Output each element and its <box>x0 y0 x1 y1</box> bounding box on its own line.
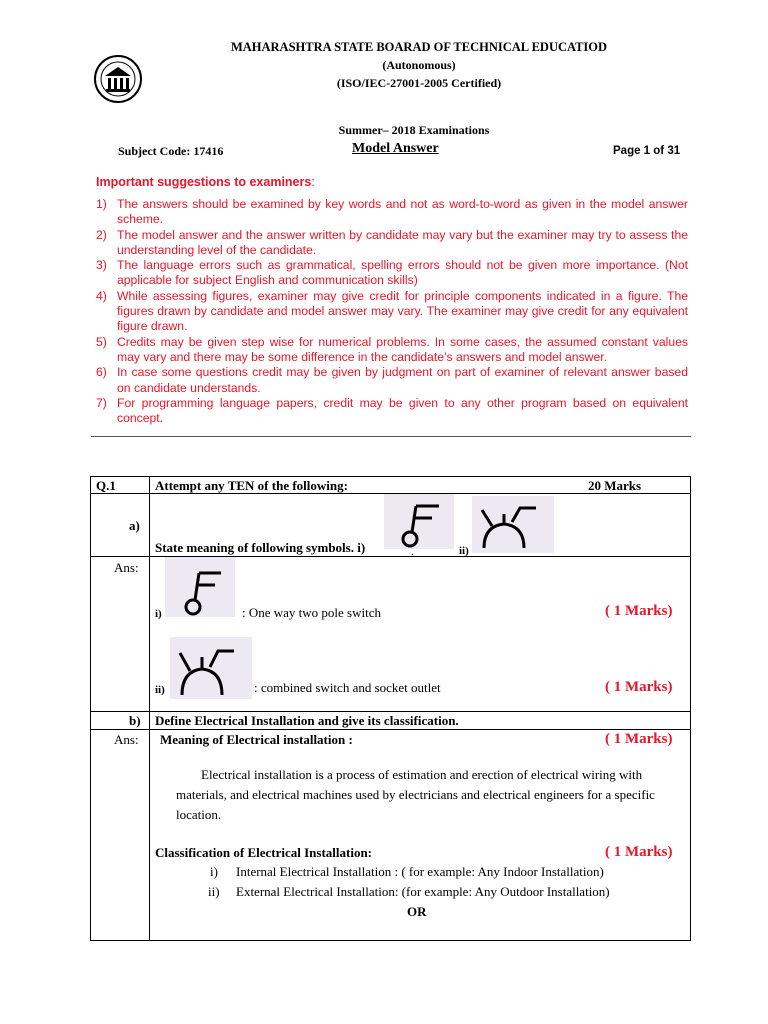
suggestion-text: The language errors such as grammatical, spelling errors should not be given more importance. (Not applicable for subject English and communication skills) <box>117 258 688 288</box>
suggestion-number: 2) <box>96 227 107 242</box>
answer-label: Ans: <box>114 560 139 575</box>
answer-ii-text: : combined switch and socket outlet <box>254 680 441 695</box>
suggestion-item <box>96 258 688 289</box>
table-row-divider <box>90 729 691 730</box>
page-number: Page 1 of 31 <box>613 145 681 157</box>
certification-label: (ISO/IEC-27001-2005 Certified) <box>336 76 502 90</box>
autonomous-label: (Autonomous) <box>382 58 456 72</box>
table-column-divider <box>149 476 150 941</box>
suggestion-item <box>96 197 688 228</box>
switch-symbol-icon <box>384 494 454 549</box>
suggestions-list <box>96 197 688 426</box>
subquestion-b-label: b) <box>129 713 141 728</box>
classification-i-number: i) <box>210 864 218 879</box>
suggestion-item <box>96 365 688 396</box>
suggestion-text: For programming language papers, credit may be given to any other program based on equivalent concept. <box>117 395 688 426</box>
suggestions-title-colon: : <box>311 175 315 189</box>
classification-ii-text: External Electrical Installation: (for example: Any Outdoor Installation) <box>236 884 610 899</box>
organization-name: MAHARASHTRA STATE BOARAD OF TECHNICAL EDUCATIOD <box>230 40 608 54</box>
suggestion-item <box>96 396 688 427</box>
suggestion-text: The model answer and the answer written by candidate may vary but the examiner may try to assess the understanding level of the candidate. <box>117 227 688 257</box>
symbol-dot: . <box>411 547 414 558</box>
suggestion-number: 5) <box>96 334 107 349</box>
symbol-ii-label: ii) <box>459 545 469 557</box>
socket-symbol-icon <box>170 637 252 699</box>
question-number: Q.1 <box>96 478 116 493</box>
suggestion-number: 6) <box>96 365 107 380</box>
table-row-divider <box>90 711 691 712</box>
section-divider <box>91 436 691 437</box>
suggestion-number: 7) <box>96 395 107 410</box>
suggestions-title <box>96 175 315 189</box>
answer-i-label: i) <box>155 608 162 620</box>
classification-heading: Classification of Electrical Installation: <box>155 845 373 860</box>
suggestions-title-text: Important suggestions to examiners <box>96 175 312 189</box>
question-marks: 20 Marks <box>588 478 642 493</box>
socket-symbol-icon <box>472 496 554 553</box>
meaning-heading: Meaning of Electrical installation : <box>160 732 353 747</box>
suggestion-item <box>96 289 688 335</box>
answer-ii-label: ii) <box>155 684 165 696</box>
subject-code: Subject Code: 17416 <box>118 144 224 158</box>
answer-ii-marks: ( 1 Marks) <box>605 679 673 695</box>
suggestion-number: 1) <box>96 197 107 211</box>
suggestion-item <box>96 335 688 366</box>
exam-title: Summer– 2018 Examinations <box>338 123 490 137</box>
classification-i-text: Internal Electrical Installation : ( for example: Any Indoor Installation) <box>236 864 604 879</box>
answer-i-marks: ( 1 Marks) <box>605 603 673 619</box>
suggestion-number: 3) <box>96 258 107 273</box>
suggestion-text: The answers should be examined by key words and not as word-to-word as given in the model answer scheme. <box>117 197 688 227</box>
suggestion-text: Credits may be given step wise for numerical problems. In some cases, the assumed constant values may vary and there may be some difference in the candidate’s answers and model answer. <box>117 334 688 364</box>
meaning-marks: ( 1 Marks) <box>605 731 673 747</box>
suggestion-text: While assessing figures, examiner may give credit for principle components indicated in a figure. The figures drawn by candidate and model answer may vary. The examiner may give credit for any equivalent figure drawn. <box>117 288 688 334</box>
subquestion-a-text: State meaning of following symbols. i) <box>155 540 366 555</box>
switch-symbol-icon <box>165 557 235 617</box>
answer-label: Ans: <box>114 732 139 747</box>
document-header <box>0 38 768 92</box>
meaning-paragraph: Electrical installation is a process of estimation and erection of electrical wiring with materials, and electrical machines used by electricians and electrical engineers for a specific location. <box>176 767 655 822</box>
question-title: Attempt any TEN of the following: <box>155 478 348 493</box>
suggestion-item <box>96 228 688 259</box>
model-answer-title: Model Answer <box>352 141 439 156</box>
classification-ii-number: ii) <box>208 884 220 899</box>
suggestion-number: 4) <box>96 288 107 303</box>
subquestion-a-label: a) <box>129 518 140 533</box>
suggestion-text: In case some questions credit may be given by judgment on part of examiner of relevant answer based on candidate understands. <box>117 365 688 395</box>
classification-marks: ( 1 Marks) <box>605 844 673 860</box>
or-label: OR <box>407 904 427 919</box>
subquestion-b-text: Define Electrical Installation and give its classification. <box>155 713 459 728</box>
answer-i-text: : One way two pole switch <box>242 605 382 620</box>
